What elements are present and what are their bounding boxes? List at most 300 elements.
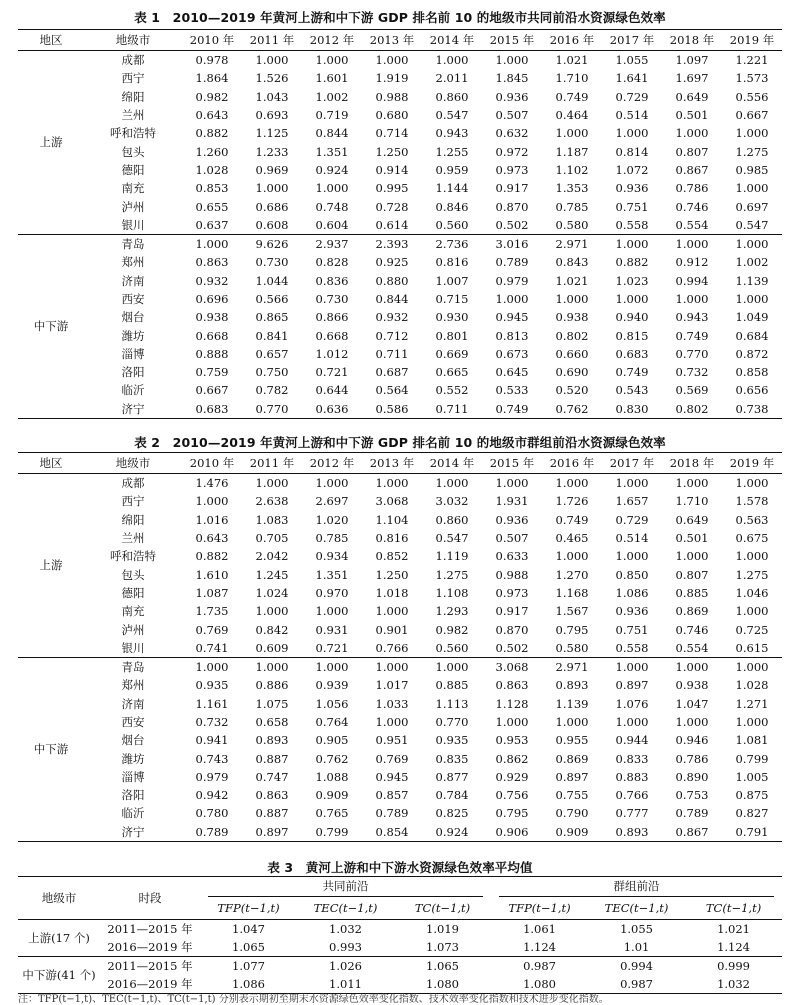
value-cell: 1.000 [255,476,289,491]
value-cell: 0.816 [435,255,469,270]
value-cell: 1.104 [375,512,409,527]
value-cell: 1.845 [495,71,529,86]
table-row [18,511,782,529]
table3-subheader-1: TEC(t−1,t) [297,897,394,920]
city-cell: 临沂 [121,383,145,398]
table-row [18,565,782,583]
value-cell: 0.843 [555,255,589,270]
value-cell: 0.816 [375,531,409,546]
value-cell: 0.785 [315,531,349,546]
value-cell: 0.945 [495,310,529,325]
value-cell: 1.000 [675,126,709,141]
table-row [18,547,782,565]
value-cell: 0.988 [495,567,529,582]
value-cell: 0.917 [495,604,529,619]
value-cell: 1.000 [735,237,769,252]
city-cell: 临沂 [121,806,145,821]
table-row [18,216,782,235]
value-cell: 1.023 [615,273,649,288]
value-cell: 0.547 [435,531,469,546]
value-cell: 1.000 [375,53,409,68]
table3-header-period: 时段 [100,877,200,920]
region-cell: 上游(17 个) [18,920,100,957]
city-cell: 青岛 [121,660,145,675]
value-cell: 0.844 [315,126,349,141]
value-cell: 0.764 [315,715,349,729]
value-cell: 1.080 [394,975,491,994]
value-cell: 0.901 [375,622,409,637]
value-cell: 0.882 [615,255,649,270]
value-cell: 1.000 [735,660,769,675]
value-cell: 0.866 [315,310,349,325]
table-row [18,676,782,694]
table-row [18,345,782,363]
value-cell: 0.765 [315,806,349,821]
value-cell: 9.626 [255,237,289,252]
value-cell: 1.021 [555,273,589,288]
value-cell: 0.887 [255,751,289,766]
value-cell: 1.000 [615,237,649,252]
value-cell: 0.520 [555,383,589,398]
value-cell: 0.633 [495,549,529,564]
value-cell: 0.994 [620,959,653,973]
value-cell: 0.759 [195,365,229,380]
value-cell: 1.697 [675,71,709,86]
city-cell: 西宁 [121,494,145,509]
table1-header-2: 2010 年 [182,30,242,51]
value-cell: 0.814 [615,144,649,159]
value-cell: 0.909 [542,823,602,842]
value-cell: 1.002 [735,255,769,270]
value-cell: 0.751 [615,622,649,637]
value-cell: 0.973 [495,585,529,600]
value-cell: 0.790 [555,806,589,821]
value-cell: 0.604 [302,216,362,235]
value-cell: 1.000 [675,237,709,252]
value-cell: 1.011 [297,975,394,994]
table-row [18,768,782,786]
value-cell: 1.080 [491,975,588,994]
value-cell: 0.846 [435,199,469,214]
value-cell: 0.836 [315,273,349,288]
value-cell: 0.668 [195,328,229,343]
value-cell: 0.770 [242,400,302,419]
value-cell: 0.750 [255,365,289,380]
value-cell: 1.270 [555,567,589,582]
value-cell: 1.250 [375,567,409,582]
value-cell: 1.221 [735,53,769,68]
value-cell: 0.558 [602,639,662,658]
value-cell: 0.936 [615,604,649,619]
table-row [18,308,782,326]
value-cell: 0.867 [662,823,722,842]
value-cell: 0.687 [375,365,409,380]
period-cell: 2011—2015 年 [107,959,193,973]
region-cell: 中下游 [18,657,84,841]
value-cell: 0.978 [195,53,229,68]
value-cell: 0.853 [195,181,229,196]
value-cell: 0.951 [375,733,409,748]
table-row [18,920,782,939]
value-cell: 0.705 [255,531,289,546]
table-row [18,639,782,658]
value-cell: 0.719 [315,108,349,123]
value-cell: 2.011 [435,71,469,86]
value-cell: 1.000 [315,660,349,675]
value-cell: 0.749 [555,89,589,104]
value-cell: 0.942 [195,788,229,803]
value-cell: 1.000 [255,660,289,675]
city-cell: 洛阳 [121,788,145,803]
city-cell: 银川 [84,216,182,235]
value-cell: 0.711 [422,400,482,419]
value-cell: 0.885 [675,585,709,600]
value-cell: 0.748 [315,199,349,214]
value-cell: 1.077 [232,959,265,973]
value-cell: 1.526 [255,71,289,86]
value-cell: 0.643 [195,531,229,546]
value-cell: 0.988 [375,89,409,104]
city-cell: 呼和浩特 [110,126,156,141]
value-cell: 0.680 [375,108,409,123]
value-cell: 0.507 [495,531,529,546]
table-row [18,620,782,638]
value-cell: 0.608 [242,216,302,235]
value-cell: 0.936 [615,181,649,196]
city-cell: 济宁 [84,823,182,842]
value-cell: 0.712 [375,328,409,343]
value-cell: 1.086 [200,975,297,994]
table3-subheader-4: TEC(t−1,t) [588,897,685,920]
value-cell: 0.944 [615,733,649,748]
value-cell: 1.000 [195,237,229,252]
value-cell: 0.946 [675,733,709,748]
city-cell: 绵阳 [121,89,145,104]
value-cell: 0.938 [675,678,709,693]
value-cell: 0.815 [615,328,649,343]
value-cell: 1.032 [685,975,782,994]
value-cell: 1.087 [195,585,229,600]
value-cell: 0.882 [195,126,229,141]
value-cell: 0.686 [255,199,289,214]
region-cell: 中下游 [18,234,84,418]
value-cell: 0.789 [375,806,409,821]
value-cell: 1.000 [675,549,709,564]
value-cell: 1.000 [255,53,289,68]
value-cell: 1.864 [195,71,229,86]
city-cell: 济南 [121,696,145,711]
value-cell: 0.906 [482,823,542,842]
value-cell: 0.872 [735,346,769,361]
value-cell: 1.000 [495,715,529,729]
value-cell: 0.970 [315,585,349,600]
value-cell: 0.999 [717,959,751,973]
value-cell: 0.935 [195,678,229,693]
value-cell: 1.021 [555,53,589,68]
value-cell: 0.807 [675,144,709,159]
value-cell: 0.637 [182,216,242,235]
value-cell: 1.000 [735,604,769,619]
value-cell: 0.935 [435,733,469,748]
value-cell: 1.075 [255,696,289,711]
value-cell: 1.097 [675,53,709,68]
city-cell: 成都 [121,53,145,68]
value-cell: 0.552 [435,383,469,398]
value-cell: 0.789 [675,806,709,821]
value-cell: 0.893 [602,823,662,842]
value-cell: 1.012 [315,346,349,361]
value-cell: 0.649 [675,512,709,527]
value-cell: 0.852 [375,549,409,564]
value-cell: 0.930 [435,310,469,325]
value-cell: 1.657 [615,494,649,509]
value-cell: 0.714 [375,126,409,141]
value-cell: 1.353 [555,181,589,196]
table1-header-11: 2019 年 [722,30,782,51]
value-cell: 0.697 [735,199,769,214]
value-cell: 0.580 [542,639,602,658]
value-cell: 0.514 [615,108,649,123]
city-cell: 西安 [121,292,145,306]
value-cell: 0.786 [675,181,709,196]
value-cell: 1.000 [495,292,529,306]
value-cell: 1.046 [735,585,769,600]
city-cell: 包头 [121,567,145,582]
value-cell: 0.753 [675,788,709,803]
city-cell: 呼和浩特 [110,549,156,564]
value-cell: 1.028 [735,678,769,693]
table-row [18,602,782,620]
table-row [18,253,782,271]
value-cell: 0.780 [195,806,229,821]
city-cell: 济宁 [84,400,182,419]
value-cell: 0.690 [555,365,589,380]
value-cell: 2.971 [555,660,589,675]
value-cell: 1.108 [435,585,469,600]
table1-header-6: 2014 年 [422,30,482,51]
value-cell: 1.250 [375,144,409,159]
value-cell: 0.554 [662,216,722,235]
value-cell: 1.000 [615,476,649,491]
value-cell: 0.749 [482,400,542,419]
value-cell: 1.086 [615,585,649,600]
value-cell: 0.667 [735,108,769,123]
value-cell: 0.862 [495,751,529,766]
table-row [18,106,782,124]
table2-header-5: 2013 年 [362,453,422,474]
value-cell: 1.610 [195,567,229,582]
city-cell: 淄博 [121,769,145,784]
value-cell: 0.897 [555,769,589,784]
value-cell: 1.072 [615,162,649,177]
value-cell: 0.749 [675,328,709,343]
value-cell: 0.827 [735,806,769,821]
value-cell: 0.932 [195,273,229,288]
value-cell: 0.755 [555,788,589,803]
value-cell: 0.985 [735,162,769,177]
value-cell: 1.01 [588,938,685,957]
value-cell: 0.696 [195,292,229,306]
value-cell: 1.018 [375,585,409,600]
value-cell: 0.766 [362,639,422,658]
value-cell: 0.995 [375,181,409,196]
value-cell: 0.938 [195,310,229,325]
value-cell: 1.128 [495,696,529,711]
city-cell: 潍坊 [121,751,145,766]
value-cell: 1.000 [735,549,769,564]
city-cell: 淄博 [121,346,145,361]
value-cell: 0.609 [242,639,302,658]
value-cell: 1.000 [555,715,589,729]
city-cell: 西安 [121,715,145,729]
value-cell: 1.000 [615,292,649,306]
value-cell: 1.000 [735,476,769,491]
city-cell: 南充 [121,181,145,196]
value-cell: 0.795 [495,806,529,821]
value-cell: 0.842 [255,622,289,637]
value-cell: 1.076 [615,696,649,711]
period-cell: 2016—2019 年 [100,975,200,994]
value-cell: 0.860 [435,89,469,104]
value-cell: 1.931 [495,494,529,509]
value-cell: 0.883 [615,769,649,784]
value-cell: 1.293 [435,604,469,619]
table1-header-0: 地区 [18,30,84,51]
value-cell: 0.940 [615,310,649,325]
value-cell: 1.000 [195,494,229,509]
value-cell: 1.007 [435,273,469,288]
table2-header-0: 地区 [18,453,84,474]
value-cell: 0.929 [495,769,529,784]
value-cell: 0.888 [195,346,229,361]
value-cell: 0.982 [435,622,469,637]
value-cell: 0.993 [297,938,394,957]
value-cell: 0.566 [255,292,289,306]
table1-header-9: 2017 年 [602,30,662,51]
city-cell: 济南 [121,273,145,288]
value-cell: 0.668 [315,328,349,343]
table3-subheader-2: TC(t−1,t) [394,897,491,920]
value-cell: 2.697 [315,494,349,509]
value-cell: 0.580 [542,216,602,235]
value-cell: 0.751 [615,199,649,214]
value-cell: 1.000 [195,660,229,675]
table-row [18,51,782,70]
table-row [18,161,782,179]
city-cell: 成都 [121,476,145,491]
value-cell: 0.632 [495,126,529,141]
value-cell: 0.863 [195,255,229,270]
value-cell: 0.897 [242,823,302,842]
value-cell: 0.850 [615,567,649,582]
value-cell: 1.000 [735,292,769,306]
value-cell: 0.741 [182,639,242,658]
value-cell: 0.914 [375,162,409,177]
city-cell: 郑州 [121,255,145,270]
value-cell: 1.000 [615,549,649,564]
value-cell: 1.573 [735,71,769,86]
city-cell: 绵阳 [121,512,145,527]
table-row [18,713,782,731]
value-cell: 0.807 [675,567,709,582]
value-cell: 0.877 [435,769,469,784]
value-cell: 0.835 [435,751,469,766]
value-cell: 0.893 [555,678,589,693]
value-cell: 0.683 [182,400,242,419]
value-cell: 1.601 [315,71,349,86]
value-cell: 1.641 [615,71,649,86]
value-cell: 1.020 [315,512,349,527]
table2-header-10: 2018 年 [662,453,722,474]
value-cell: 0.833 [615,751,649,766]
city-cell: 包头 [121,144,145,159]
table3-subheader-5: TC(t−1,t) [685,897,782,920]
value-cell: 0.813 [495,328,529,343]
value-cell: 0.802 [555,328,589,343]
table2-header-8: 2016 年 [542,453,602,474]
table-row [18,142,782,160]
value-cell: 1.000 [315,53,349,68]
region-cell: 上游 [18,51,84,235]
table-row [18,957,782,976]
period-cell: 2016—2019 年 [100,938,200,957]
value-cell: 0.501 [675,531,709,546]
value-cell: 1.000 [255,604,289,619]
value-cell: 1.119 [435,549,469,564]
city-cell: 兰州 [121,531,145,546]
table1 [18,29,782,419]
value-cell: 0.502 [482,216,542,235]
value-cell: 0.863 [495,678,529,693]
value-cell: 0.732 [195,715,229,729]
city-cell: 郑州 [121,678,145,693]
value-cell: 0.943 [435,126,469,141]
table2-header-6: 2014 年 [422,453,482,474]
value-cell: 0.925 [375,255,409,270]
value-cell: 1.710 [555,71,589,86]
value-cell: 1.000 [615,715,649,729]
value-cell: 2.638 [255,494,289,509]
value-cell: 0.973 [495,162,529,177]
value-cell: 0.684 [735,328,769,343]
value-cell: 3.068 [495,660,529,675]
value-cell: 0.746 [675,622,709,637]
table1-header-10: 2018 年 [662,30,722,51]
table2-header-1: 地级市 [84,453,182,474]
value-cell: 0.934 [315,549,349,564]
value-cell: 1.000 [435,476,469,491]
value-cell: 0.782 [255,383,289,398]
table-row [18,731,782,749]
value-cell: 0.658 [255,715,289,729]
table-row [18,400,782,419]
value-cell: 0.784 [435,788,469,803]
city-cell: 烟台 [121,733,145,748]
region-cell: 中下游(41 个) [18,957,100,994]
value-cell: 0.533 [495,383,529,398]
value-cell: 0.791 [722,823,782,842]
value-cell: 0.643 [195,108,229,123]
value-cell: 1.021 [717,922,751,936]
value-cell: 0.869 [555,751,589,766]
table2-header-4: 2012 年 [302,453,362,474]
value-cell: 1.000 [375,476,409,491]
value-cell: 0.905 [315,733,349,748]
value-cell: 1.124 [491,938,588,957]
value-cell: 1.002 [315,89,349,104]
value-cell: 0.766 [615,788,649,803]
value-cell: 0.656 [735,383,769,398]
